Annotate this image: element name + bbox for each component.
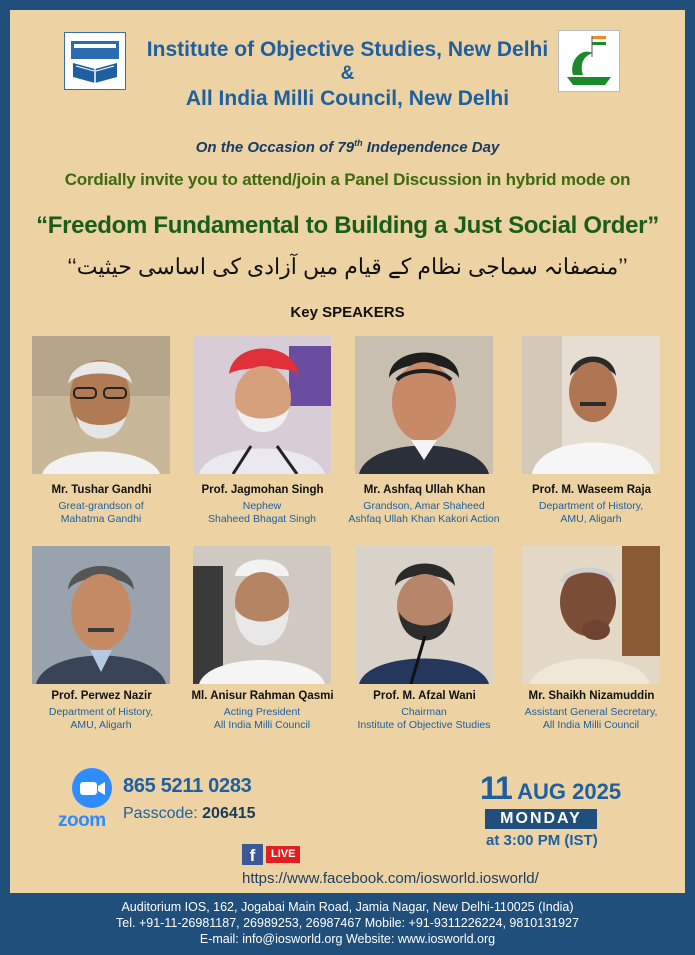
speaker-desc <box>506 500 676 526</box>
speaker-name: Mr. Tushar Gandhi <box>51 484 152 496</box>
flyer-body <box>10 10 685 893</box>
speaker-name: Mr. Shaikh Nizamuddin <box>528 690 655 702</box>
occasion-text-end: Independence Day <box>362 139 500 156</box>
speaker-desc-line: Chairman <box>401 706 447 718</box>
speaker-photo <box>522 546 660 684</box>
speaker-desc-line: Great-grandson of <box>58 500 144 512</box>
speaker-desc <box>177 706 347 732</box>
speaker-name: Prof. Jagmohan Singh <box>201 484 324 496</box>
speaker-name: Prof. Perwez Nazir <box>51 690 152 702</box>
speaker-photo <box>32 336 170 474</box>
org-ios: Institute of Objective Studies, New Delhi <box>146 38 549 61</box>
zoom-meeting-id: 865 5211 0283 <box>123 775 252 797</box>
aimc-logo <box>558 30 620 92</box>
speaker-name: Prof. M. Afzal Wani <box>373 690 476 702</box>
speaker-desc <box>339 500 509 526</box>
event-day-number: 11 <box>480 770 512 806</box>
speaker-desc-line: Department of History, <box>48 706 154 718</box>
zoom-logo-text: zoom <box>58 810 106 831</box>
speaker-desc-line: Mahatma Gandhi <box>60 513 142 525</box>
event-weekday: MONDAY <box>485 809 597 829</box>
speaker-desc <box>16 500 186 526</box>
footer-contact <box>0 893 695 955</box>
occasion-sup: th <box>354 138 363 148</box>
speaker-desc-line: Nephew <box>242 500 282 512</box>
ampersand: & <box>340 63 355 84</box>
event-time: at 3:00 PM (IST) <box>486 832 598 849</box>
speaker-desc <box>16 706 186 732</box>
speaker-desc-line: Grandson, Amar Shaheed <box>363 500 485 512</box>
facebook-link[interactable]: https://www.facebook.com/iosworld.iosworld/ <box>242 870 539 887</box>
speaker-desc <box>177 500 347 526</box>
speaker-photo <box>32 546 170 684</box>
speaker-desc-line: Acting President <box>223 706 301 718</box>
speaker-desc-line: Ashfaq Ullah Khan Kakori Action <box>348 513 500 525</box>
speaker-desc-line: Institute of Objective Studies <box>357 719 491 731</box>
occasion-text: On the Occasion of 79 <box>195 139 355 156</box>
facebook-icon: f <box>242 844 263 865</box>
speaker-photo <box>522 336 660 474</box>
event-month-year: AUG 2025 <box>511 779 622 804</box>
occasion-line <box>10 138 685 156</box>
live-badge: LIVE <box>266 846 300 863</box>
speaker-name: Prof. M. Waseem Raja <box>531 484 652 496</box>
speaker-desc-line: Assistant General Secretary, <box>524 706 658 718</box>
event-title: “Freedom Fundamental to Building a Just Social Order” <box>36 212 659 239</box>
speaker-photo <box>193 336 331 474</box>
org-aimc: All India Milli Council, New Delhi <box>185 87 510 110</box>
zoom-passcode <box>123 805 256 823</box>
zoom-passcode-label: Passcode: <box>123 805 203 822</box>
speaker-desc-line: All India Milli Council <box>542 719 640 731</box>
speaker-name: Mr. Ashfaq Ullah Khan <box>363 484 486 496</box>
speaker-desc <box>506 706 676 732</box>
zoom-passcode-value: 206415 <box>202 805 256 822</box>
event-title-urdu: ’’منصفانہ سماجی نظام کے قیام میں آزادی کی اساسی حیثیت‘‘ <box>67 254 628 279</box>
speaker-photo <box>355 336 493 474</box>
footer-phone: Tel. +91-11-26981187, 26989253, 26987467 Mobile: +91-9311226224, 9810131927 <box>116 916 579 930</box>
speaker-photo <box>355 546 493 684</box>
speaker-desc-line: AMU, Aligarh <box>560 513 622 525</box>
zoom-camera-icon <box>72 768 112 808</box>
footer-email-website[interactable]: E-mail: info@iosworld.org Website: www.iosworld.org <box>199 932 496 946</box>
speaker-desc <box>339 706 509 732</box>
event-date <box>480 770 621 807</box>
footer-address: Auditorium IOS, 162, Jogabai Main Road, Jamia Nagar, New Delhi-110025 (India) <box>121 900 574 914</box>
speaker-desc-line: Shaheed Bhagat Singh <box>207 513 316 525</box>
invite-line: Cordially invite you to attend/join a Panel Discussion in hybrid mode on <box>64 170 631 189</box>
key-speakers-heading: Key SPEAKERS <box>290 304 405 321</box>
speaker-desc-line: AMU, Aligarh <box>70 719 132 731</box>
speaker-photo <box>193 546 331 684</box>
speaker-desc-line: Department of History, <box>538 500 644 512</box>
speaker-name: Ml. Anisur Rahman Qasmi <box>191 690 334 702</box>
speaker-desc-line: All India Milli Council <box>213 719 311 731</box>
